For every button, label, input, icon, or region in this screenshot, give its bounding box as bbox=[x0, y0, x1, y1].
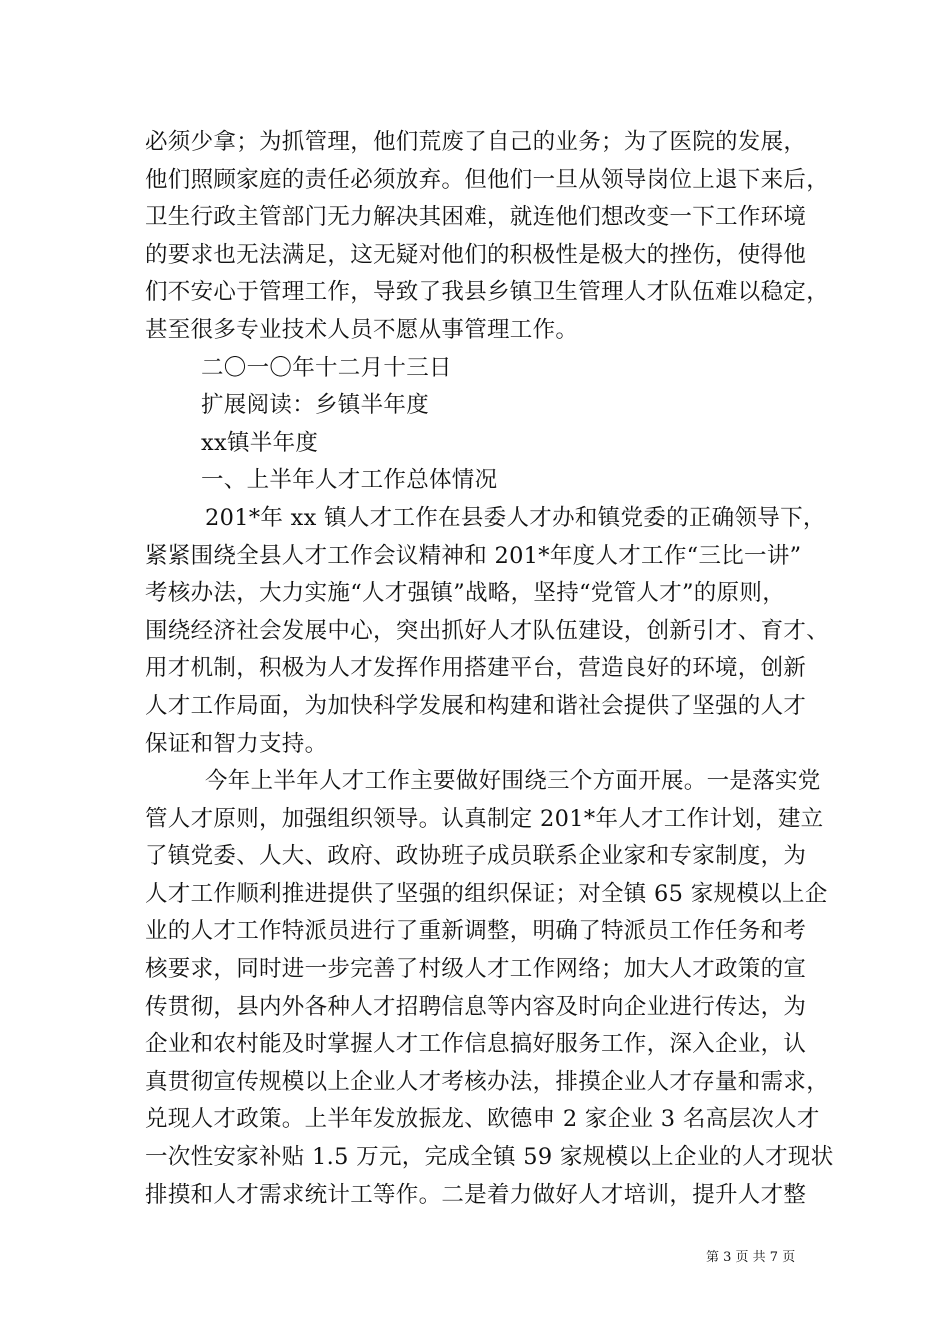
text-line: 保证和智力支持。 bbox=[145, 730, 328, 757]
text-line: 人才工作局面，为加快科学发展和构建和谐社会提供了坚强的人才 bbox=[145, 692, 807, 719]
page-number: 第 3 页 共 7 页 bbox=[706, 1250, 796, 1265]
text-line: 他们照顾家庭的责任必须放弃。但他们一旦从领导岗位上退下来后， bbox=[145, 166, 830, 193]
text-line: 真贯彻宣传规模以上企业人才考核办法，排摸企业人才存量和需求， bbox=[145, 1068, 830, 1095]
section-heading: 一、上半年人才工作总体情况 bbox=[201, 467, 498, 494]
text-line: 兑现人才政策。上半年发放振龙、欧德申 2 家企业 3 名高层次人才 bbox=[145, 1106, 820, 1133]
text-line: 考核办法，大力实施“人才强镇”战略，坚持“党管人才”的原则， bbox=[145, 580, 786, 607]
text-line: 甚至很多专业技术人员不愿从事管理工作。 bbox=[145, 316, 579, 343]
text-line: 201*年 xx 镇人才工作在县委人才办和镇党委的正确领导下， bbox=[205, 504, 826, 531]
text-line: 卫生行政主管部门无力解决其困难，就连他们想改变一下工作环境 bbox=[145, 204, 807, 231]
text-line: 的要求也无法满足，这无疑对他们的积极性是极大的挫伤，使得他 bbox=[145, 241, 807, 268]
text-line: 紧紧围绕全县人才工作会议精神和 201*年度人才工作“三比一讲” bbox=[145, 542, 802, 569]
text-line: 必须少拿；为抓管理，他们荒废了自己的业务；为了医院的发展， bbox=[145, 129, 807, 155]
text-line: 核要求，同时进一步完善了村级人才工作网络；加大人才政策的宣 bbox=[145, 956, 807, 983]
text-line: 管人才原则，加强组织领导。认真制定 201*年人才工作计划，建立 bbox=[145, 805, 824, 832]
date-line: 二〇一〇年十二月十三日 bbox=[201, 354, 452, 381]
text-line: 了镇党委、人大、政府、政协班子成员联系企业家和专家制度，为 bbox=[145, 843, 807, 870]
text-line: 业的人才工作特派员进行了重新调整，明确了特派员工作任务和考 bbox=[145, 918, 807, 945]
text-line: 围绕经济社会发展中心，突出抓好人才队伍建设，创新引才、育才、 bbox=[145, 617, 830, 644]
section-title: xx镇半年度 bbox=[201, 429, 319, 456]
text-line: 们不安心于管理工作，导致了我县乡镇卫生管理人才队伍难以稳定， bbox=[145, 279, 830, 306]
text-line: 企业和农村能及时掌握人才工作信息搞好服务工作，深入企业，认 bbox=[145, 1031, 807, 1058]
text-line: 人才工作顺利推进提供了坚强的组织保证；对全镇 65 家规模以上企 bbox=[145, 880, 828, 907]
document-body bbox=[145, 124, 834, 1214]
text-line: 传贯彻，县内外各种人才招聘信息等内容及时向企业进行传达，为 bbox=[145, 993, 807, 1020]
text-line: 用才机制，积极为人才发挥作用搭建平台，营造良好的环境，创新 bbox=[145, 655, 807, 682]
extended-reading-heading: 扩展阅读：乡镇半年度 bbox=[201, 392, 430, 419]
text-line: 排摸和人才需求统计工等作。二是着力做好人才培训，提升人才整 bbox=[145, 1181, 807, 1208]
text-line: 一次性安家补贴 1.5 万元，完成全镇 59 家规模以上企业的人才现状 bbox=[145, 1144, 834, 1171]
text-line: 今年上半年人才工作主要做好围绕三个方面开展。一是落实党 bbox=[205, 768, 821, 795]
